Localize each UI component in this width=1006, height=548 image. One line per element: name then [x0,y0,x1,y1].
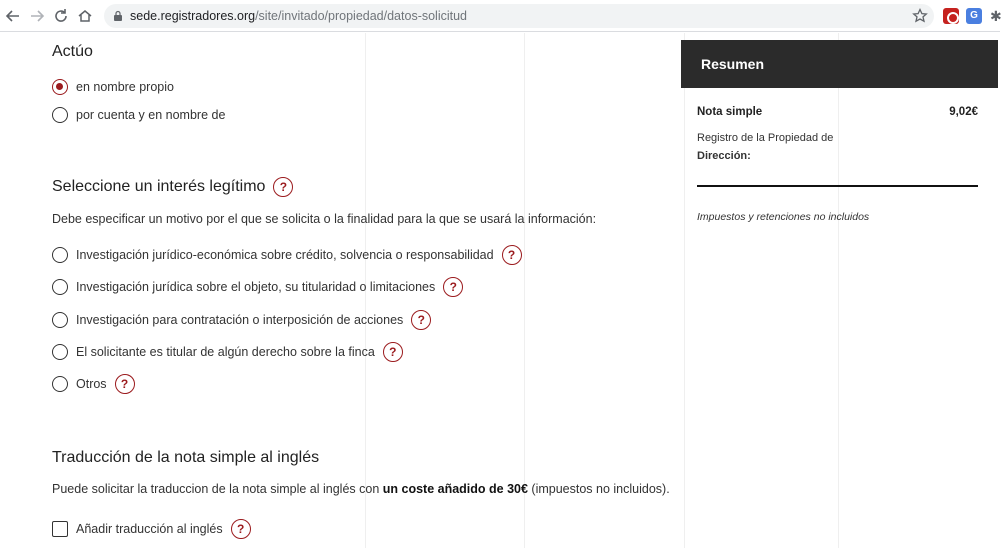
traduccion-description [52,482,670,496]
back-icon[interactable] [2,5,24,27]
bookmark-star-icon[interactable] [912,8,928,24]
reload-icon[interactable] [50,5,72,27]
radio-option-contratacion[interactable] [52,310,431,330]
option-label: Investigación jurídico-económica sobre crédito, solvencia o responsabilidad [76,248,494,262]
radio-button[interactable] [52,247,68,263]
help-icon[interactable]: ? [231,519,251,539]
radio-button[interactable] [52,344,68,360]
lock-icon [112,10,124,22]
radio-button[interactable] [52,79,68,95]
help-icon[interactable]: ? [273,177,293,197]
home-icon[interactable] [74,5,96,27]
help-icon[interactable]: ? [115,374,135,394]
help-icon[interactable]: ? [502,245,522,265]
forward-icon[interactable] [26,5,48,27]
url-host: sede.registradores.org [130,9,256,23]
interes-heading [52,177,293,197]
summary-separator [697,185,978,187]
extension-translate-icon[interactable]: G [966,8,982,24]
radio-option-otros[interactable] [52,374,135,394]
summary-title: Resumen [681,40,998,88]
help-icon[interactable]: ? [443,277,463,297]
option-label: El solicitante es titular de algún derecho sobre la finca [76,345,375,359]
summary-item-title: Nota simple [697,106,763,118]
radio-button[interactable] [52,376,68,392]
url-path: /site/invitado/propiedad/datos-solicitud [255,9,468,23]
grid-line [524,33,525,548]
interes-description: Debe especificar un motivo por el que se solicita o la finalidad para la que se usará la información: [52,212,597,226]
summary-panel [681,40,998,548]
radio-button[interactable] [52,279,68,295]
traduccion-checkbox-option[interactable] [52,519,251,539]
radio-option-investigacion-credito[interactable] [52,245,522,265]
option-label: Investigación para contratación o interposición de acciones [76,313,404,327]
traduccion-desc-cost: un coste añadido de 30€ [382,482,528,496]
help-icon[interactable]: ? [411,310,431,330]
option-label: por cuenta y en nombre de [76,108,226,122]
help-icon[interactable]: ? [383,342,403,362]
radio-option-nombre-propio[interactable] [52,77,174,97]
actuo-title: Actúo [52,43,93,60]
traduccion-desc-tail: (impuestos no incluidos). [527,482,670,496]
radio-option-por-cuenta[interactable] [52,105,225,125]
summary-item-price: 9,02€ [949,106,978,118]
radio-option-investigacion-objeto[interactable] [52,277,463,297]
address-bar[interactable] [104,4,934,28]
radio-option-titular[interactable] [52,342,403,362]
radio-button[interactable] [52,312,68,328]
checkbox-label: Añadir traducción al inglés [76,522,223,536]
traduccion-desc-text: Puede solicitar la traduccion de la nota simple al inglés con [52,482,383,496]
interes-title: Seleccione un interés legítimo [52,178,266,195]
summary-registro-label: Registro de la Propiedad de [697,132,834,144]
browser-toolbar [0,0,1000,32]
summary-direccion-label: Dirección: [697,150,751,162]
radio-button[interactable] [52,107,68,123]
option-label: Otros [76,377,107,391]
extension-record-icon[interactable] [943,8,959,24]
summary-tax-note: Impuestos y retenciones no incluidos [697,211,870,223]
option-label: en nombre propio [76,80,174,94]
option-label: Investigación jurídica sobre el objeto, su titularidad o limitaciones [76,280,436,294]
checkbox[interactable] [52,521,68,537]
traduccion-title: Traducción de la nota simple al inglés [52,449,320,466]
extensions-puzzle-icon[interactable]: ✱ [990,8,1002,24]
